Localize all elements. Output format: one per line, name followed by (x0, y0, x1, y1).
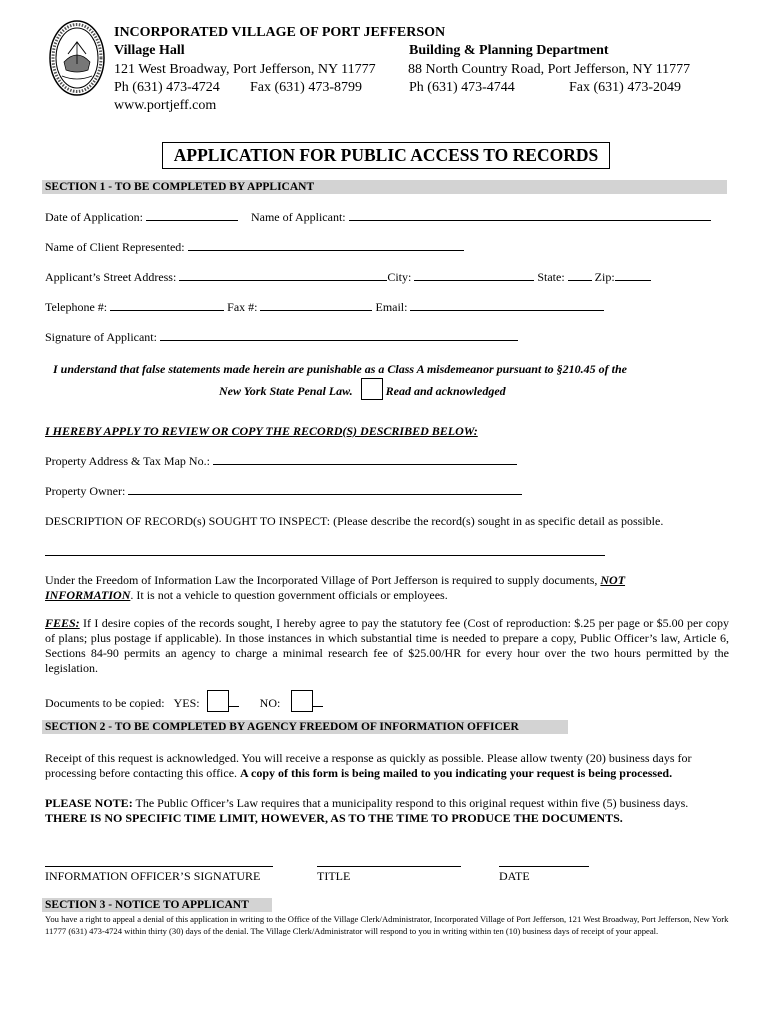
signature-row (45, 330, 518, 345)
applicant-name-label: Name of Applicant: (250, 210, 346, 224)
receipt-bold: A copy of this form is being mailed to you indicating your request is being processed. (240, 766, 673, 780)
building-dept-address: 88 North Country Road, Port Jefferson, NY 11777 (408, 62, 691, 77)
village-website: www.portjeff.com (114, 98, 217, 113)
signature-field[interactable] (160, 330, 518, 341)
email-label: Email: (375, 300, 408, 314)
title-label: TITLE (317, 869, 351, 883)
fax-field[interactable] (260, 300, 372, 311)
section1-heading: SECTION 1 - TO BE COMPLETED BY APPLICANT (45, 181, 315, 193)
building-dept-fax: Fax (631) 473-2049 (569, 80, 681, 95)
read-ack-checkbox[interactable] (361, 378, 383, 400)
apply-heading: I HEREBY APPLY TO REVIEW OR COPY THE RECORD(S) DESCRIBED BELOW: (45, 424, 478, 438)
yes-underline (229, 696, 239, 707)
fees-text: If I desire copies of the records sought, I hereby agree to pay the statutory fee (Cost of reproduction: $.25 per page or $5.00 per copy of plans; plus postage if applicable). In those instances in which substantial time is needed to prepare a copy, Public Officer’s law, Article 6, Sections 84-90 permits an agency to charge a minimal research fee of $25.00/HR for every hour over the two hours permitted by the legislation. (45, 616, 730, 675)
fees-paragraph (45, 616, 729, 676)
village-hall-address: 121 West Broadway, Port Jefferson, NY 11777 (114, 62, 376, 77)
address-row (45, 270, 651, 285)
owner-row (45, 484, 522, 499)
description-label: DESCRIPTION OF RECORD(s) SOUGHT TO INSPECT: (Please describe the record(s) sought in as specific detail as possible. (45, 514, 664, 528)
telephone-label: Telephone #: (45, 300, 108, 314)
foil-not: NOT (600, 573, 626, 587)
building-dept-phone: Ph (631) 473-4744 (409, 80, 515, 95)
village-seal-icon (48, 18, 106, 98)
warning-line-2-text: New York State Penal Law. (219, 384, 353, 398)
read-ack-label: Read and acknowledged (385, 384, 506, 398)
village-hall-phone: Ph (631) 473-4724 (114, 80, 220, 95)
receipt-paragraph (45, 751, 735, 781)
form-title: APPLICATION FOR PUBLIC ACCESS TO RECORDS (162, 142, 610, 169)
no-checkbox[interactable] (291, 690, 313, 712)
section2-heading: SECTION 2 - TO BE COMPLETED BY AGENCY FREEDOM OF INFORMATION OFFICER (45, 721, 519, 733)
fax-label: Fax #: (227, 300, 258, 314)
fees-label: FEES: (45, 616, 80, 630)
city-label: City: (387, 270, 412, 284)
zip-field[interactable] (615, 270, 651, 281)
contact-row (45, 300, 604, 315)
applicant-name-field[interactable] (349, 210, 711, 221)
date-label-officer: DATE (499, 869, 530, 883)
note-text: The Public Officer’s Law requires that a municipality respond to this original request within five (5) business days. (135, 796, 689, 810)
client-field[interactable] (188, 240, 464, 251)
note-bold: THERE IS NO SPECIFIC TIME LIMIT, HOWEVER, AS TO THE TIME TO PRODUCE THE DOCUMENTS. (45, 811, 623, 825)
documents-row (45, 690, 323, 712)
no-underline (313, 696, 323, 707)
date-field[interactable] (146, 210, 238, 221)
village-hall-fax: Fax (631) 473-8799 (250, 80, 362, 95)
officer-signature-line[interactable] (45, 858, 273, 867)
foil-text-a: Under the Freedom of Information Law the Incorporated Village of Port Jefferson is required to supply documents, (45, 573, 598, 587)
telephone-field[interactable] (110, 300, 224, 311)
property-field[interactable] (213, 454, 517, 465)
warning-line-1: I understand that false statements made herein are punishable as a Class A misdemeanor pursuant to §210.45 of the (53, 362, 627, 376)
property-label: Property Address & Tax Map No.: (45, 454, 210, 468)
no-label: NO: (259, 696, 281, 710)
date-label: Date of Application: (45, 210, 143, 224)
section3-heading: SECTION 3 - NOTICE TO APPLICANT (45, 899, 249, 911)
date-of-application-row (45, 210, 711, 225)
email-field[interactable] (410, 300, 604, 311)
city-field[interactable] (414, 270, 534, 281)
note-paragraph (45, 796, 745, 826)
street-label: Applicant’s Street Address: (45, 270, 177, 284)
documents-label: Documents to be copied: (45, 696, 165, 710)
yes-label: YES: (173, 696, 200, 710)
state-field[interactable] (568, 270, 592, 281)
foil-information: INFORMATION (45, 588, 131, 602)
foil-text-b: . It is not a vehicle to question government officials or employees. (130, 588, 448, 602)
date-line[interactable] (499, 858, 589, 867)
officer-signature-label: INFORMATION OFFICER’S SIGNATURE (45, 869, 261, 883)
yes-checkbox[interactable] (207, 690, 229, 712)
property-row (45, 454, 517, 469)
section3-text: You have a right to appeal a denial of this application in writing to the Office of the Village Clerk/Administrator, Incorporated Village of Port Jefferson, 121 West Broadway, Port Jefferson, New York 11777 (631) 473-4724 within thirty (30) days of the denial. The Village Clerk/Administrator will respond to you in writing within ten (10) business days of receipt of your appeal. (45, 914, 729, 936)
org-name: INCORPORATED VILLAGE OF PORT JEFFERSON (114, 25, 446, 40)
title-line[interactable] (317, 858, 461, 867)
foil-paragraph (45, 573, 735, 603)
client-label: Name of Client Represented: (45, 240, 185, 254)
owner-label: Property Owner: (45, 484, 126, 498)
client-row (45, 240, 464, 255)
owner-field[interactable] (128, 484, 522, 495)
state-label: State: (537, 270, 565, 284)
warning-line-2 (219, 378, 506, 400)
description-field[interactable] (45, 545, 605, 556)
village-hall-name: Village Hall (114, 43, 185, 58)
building-dept-name: Building & Planning Department (409, 43, 609, 58)
note-label: PLEASE NOTE: (45, 796, 133, 810)
signature-label: Signature of Applicant: (45, 330, 157, 344)
street-field[interactable] (179, 270, 387, 281)
zip-label: Zip: (594, 270, 615, 284)
receipt-text: Receipt of this request is acknowledged. You will receive a response as quickly as possible. Please allow twenty (20) business days for processing before contacting this office. (45, 751, 692, 780)
